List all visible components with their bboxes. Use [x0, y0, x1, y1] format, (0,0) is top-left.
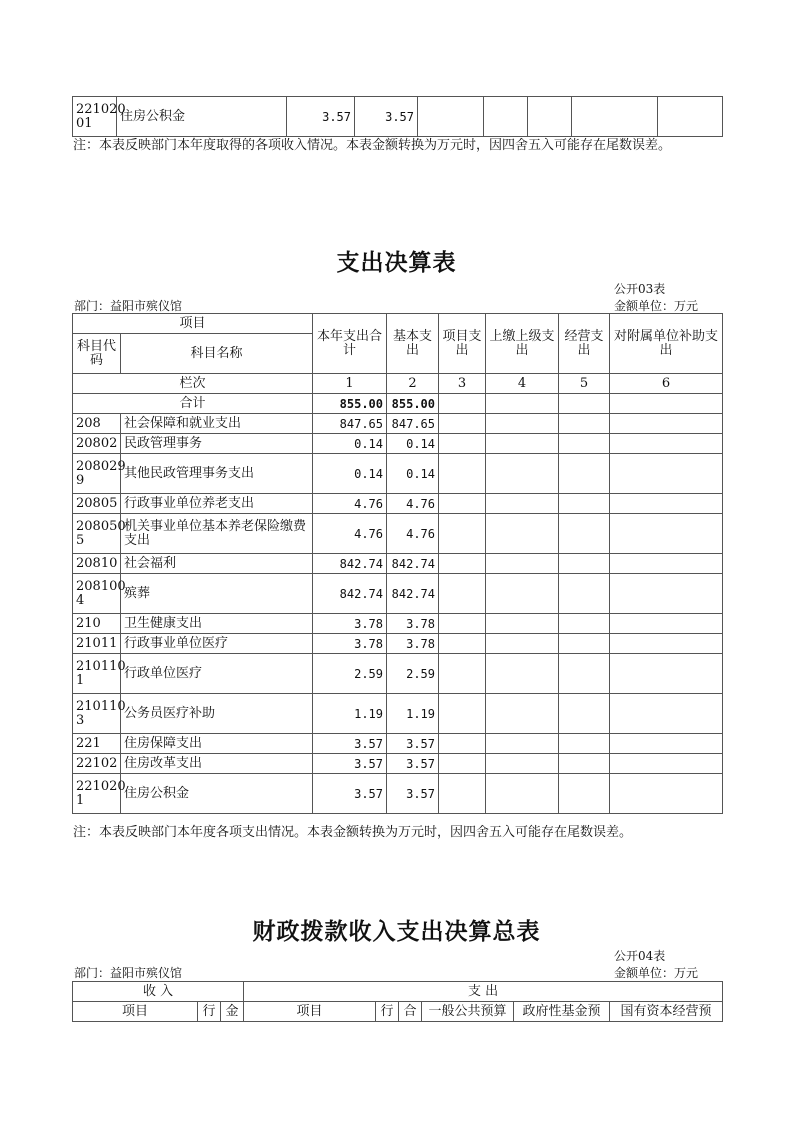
value-total: 4.76 [313, 514, 387, 554]
subject-name: 殡葬 [121, 574, 313, 614]
value-basic: 0.14 [387, 454, 439, 494]
value-total: 3.78 [313, 634, 387, 654]
empty-cell [610, 754, 723, 774]
empty-cell [610, 454, 723, 494]
subject-name: 社会福利 [121, 554, 313, 574]
header-subject-code: 科目代码 [73, 334, 121, 374]
subject-name: 住房公积金 [117, 97, 287, 137]
value-basic: 1.19 [387, 694, 439, 734]
value-total: 0.14 [313, 454, 387, 494]
table-row [73, 514, 723, 554]
empty-cell [439, 774, 486, 814]
table-code: 公开04表 [614, 949, 666, 963]
value-basic: 847.65 [387, 414, 439, 434]
value-basic: 0.14 [387, 434, 439, 454]
empty-cell [559, 754, 610, 774]
table-row [73, 97, 723, 137]
sum-label: 合计 [73, 394, 313, 414]
value-basic: 3.57 [387, 774, 439, 814]
header-upper: 上缴上级支出 [486, 314, 559, 374]
empty-cell [439, 654, 486, 694]
table-row [73, 694, 723, 734]
empty-cell [486, 574, 559, 614]
value-total: 4.76 [313, 494, 387, 514]
unit-label: 金额单位：万元 [614, 966, 699, 980]
empty-cell [559, 694, 610, 734]
fiscal-table [72, 981, 723, 1022]
value-basic: 842.74 [387, 574, 439, 614]
empty-cell [559, 654, 610, 694]
empty-cell [610, 554, 723, 574]
empty-cell [439, 554, 486, 574]
department-label: 部门：益阳市殡仪馆 [74, 299, 183, 313]
header-seq: 栏次 [73, 374, 313, 394]
subject-code: 22102 [73, 754, 121, 774]
table-row [73, 554, 723, 574]
subject-name: 公务员医疗补助 [121, 694, 313, 734]
empty-cell [610, 394, 723, 414]
empty-cell [486, 494, 559, 514]
subject-name: 住房改革支出 [121, 754, 313, 774]
empty-cell [610, 774, 723, 814]
subject-code: 210110 3 [73, 694, 121, 734]
col-header: 项目 [244, 1002, 376, 1022]
empty-cell [559, 614, 610, 634]
col-header: 金 [221, 1002, 244, 1022]
empty-cell [559, 574, 610, 614]
empty-cell [610, 414, 723, 434]
subject-name: 行政单位医疗 [121, 654, 313, 694]
table-row [73, 574, 723, 614]
subject-code: 20810 [73, 554, 121, 574]
subject-name: 住房保障支出 [121, 734, 313, 754]
header-project: 项目支出 [439, 314, 486, 374]
col-header: 行 [198, 1002, 221, 1022]
empty-cell [439, 694, 486, 734]
header-expense: 支 出 [244, 982, 723, 1002]
value-basic: 2.59 [387, 654, 439, 694]
subject-code: 221 [73, 734, 121, 754]
page-title-2: 财政拨款收入支出决算总表 [252, 918, 541, 945]
seq-num: 6 [610, 374, 723, 394]
empty-cell [610, 694, 723, 734]
empty-cell [486, 394, 559, 414]
value-basic: 3.57 [387, 734, 439, 754]
empty-cell [486, 514, 559, 554]
unit-label: 金额单位：万元 [614, 299, 699, 313]
subject-name: 行政事业单位养老支出 [121, 494, 313, 514]
subject-name: 民政管理事务 [121, 434, 313, 454]
empty-cell [484, 97, 528, 137]
value-total: 3.57 [313, 774, 387, 814]
table-row [73, 654, 723, 694]
col-header: 项目 [73, 1002, 198, 1022]
subject-code: 208029 9 [73, 454, 121, 494]
table-row [73, 774, 723, 814]
value-total: 842.74 [313, 554, 387, 574]
empty-cell [528, 97, 572, 137]
empty-cell [439, 634, 486, 654]
subject-code: 210 [73, 614, 121, 634]
table-row [73, 754, 723, 774]
subject-code: 20805 [73, 494, 121, 514]
empty-cell [439, 394, 486, 414]
table-row [73, 734, 723, 754]
empty-cell [439, 754, 486, 774]
subject-name: 卫生健康支出 [121, 614, 313, 634]
empty-cell [439, 614, 486, 634]
seq-num: 1 [313, 374, 387, 394]
subject-name: 社会保障和就业支出 [121, 414, 313, 434]
empty-cell [610, 614, 723, 634]
empty-cell [610, 734, 723, 754]
empty-cell [559, 414, 610, 434]
value-basic: 4.76 [387, 514, 439, 554]
department-label: 部门：益阳市殡仪馆 [74, 966, 183, 980]
empty-cell [572, 97, 658, 137]
empty-cell [486, 734, 559, 754]
empty-cell [610, 654, 723, 694]
value-total: 842.74 [313, 574, 387, 614]
empty-cell [486, 454, 559, 494]
seq-num: 2 [387, 374, 439, 394]
header-item: 项目 [73, 314, 313, 334]
value-basic: 3.78 [387, 614, 439, 634]
empty-cell [559, 454, 610, 494]
empty-cell [486, 434, 559, 454]
subject-name: 机关事业单位基本养老保险缴费支出 [121, 514, 313, 554]
value-total: 2.59 [313, 654, 387, 694]
table-row [73, 634, 723, 654]
col-header: 一般公共预算 [422, 1002, 514, 1022]
col-header: 行 [376, 1002, 399, 1022]
value-total: 3.57 [313, 754, 387, 774]
table-row [73, 434, 723, 454]
subject-name: 住房公积金 [121, 774, 313, 814]
empty-cell [439, 434, 486, 454]
subject-code: 208 [73, 414, 121, 434]
header-total: 本年支出合计 [313, 314, 387, 374]
sum-row [73, 394, 723, 414]
value-total: 3.78 [313, 614, 387, 634]
empty-cell [486, 694, 559, 734]
empty-cell [559, 434, 610, 454]
subject-code: 208100 4 [73, 574, 121, 614]
empty-cell [559, 634, 610, 654]
expense-table-note: 注：本表反映部门本年度各项支出情况。本表金额转换为万元时，因四舍五入可能存在尾数误差。 [73, 825, 633, 840]
empty-cell [486, 414, 559, 434]
value-basic: 4.76 [387, 494, 439, 514]
empty-cell [610, 434, 723, 454]
col-header: 国有资本经营预 [610, 1002, 723, 1022]
table-row [73, 454, 723, 494]
empty-cell [559, 734, 610, 754]
seq-num: 3 [439, 374, 486, 394]
value-cell: 3.57 [355, 97, 418, 137]
empty-cell [486, 654, 559, 694]
income-table-note: 注：本表反映部门本年度取得的各项收入情况。本表金额转换为万元时，因四舍五入可能存在尾数误差。 [73, 138, 672, 153]
empty-cell [559, 554, 610, 574]
empty-cell [610, 494, 723, 514]
seq-num: 5 [559, 374, 610, 394]
empty-cell [486, 774, 559, 814]
empty-cell [439, 494, 486, 514]
header-business: 经营支出 [559, 314, 610, 374]
header-subsidy: 对附属单位补助支出 [610, 314, 723, 374]
subject-code: 208050 5 [73, 514, 121, 554]
table-code: 公开03表 [614, 282, 666, 296]
subject-code: 221020 1 [73, 774, 121, 814]
subject-code: 20802 [73, 434, 121, 454]
empty-cell [439, 414, 486, 434]
subject-name: 其他民政管理事务支出 [121, 454, 313, 494]
empty-cell [439, 734, 486, 754]
empty-cell [610, 634, 723, 654]
value-total: 847.65 [313, 414, 387, 434]
value-basic: 3.57 [387, 754, 439, 774]
table-row [73, 494, 723, 514]
value-total: 0.14 [313, 434, 387, 454]
value-basic: 3.78 [387, 634, 439, 654]
value-total: 3.57 [313, 734, 387, 754]
empty-cell [559, 774, 610, 814]
header-subject-name: 科目名称 [121, 334, 313, 374]
income-table-fragment [72, 96, 723, 137]
empty-cell [418, 97, 484, 137]
sum-basic: 855.00 [387, 394, 439, 414]
empty-cell [439, 574, 486, 614]
empty-cell [559, 514, 610, 554]
seq-num: 4 [486, 374, 559, 394]
empty-cell [486, 554, 559, 574]
value-total: 1.19 [313, 694, 387, 734]
subject-code: 221020 01 [73, 97, 117, 137]
col-header: 政府性基金预 [514, 1002, 610, 1022]
empty-cell [486, 634, 559, 654]
table-row [73, 414, 723, 434]
col-header: 合 [399, 1002, 422, 1022]
value-basic: 842.74 [387, 554, 439, 574]
header-basic: 基本支出 [387, 314, 439, 374]
empty-cell [559, 394, 610, 414]
empty-cell [486, 754, 559, 774]
value-cell: 3.57 [287, 97, 355, 137]
page-title: 支出决算表 [336, 249, 457, 276]
empty-cell [559, 494, 610, 514]
empty-cell [610, 574, 723, 614]
subject-name: 行政事业单位医疗 [121, 634, 313, 654]
empty-cell [439, 514, 486, 554]
header-income: 收 入 [73, 982, 244, 1002]
empty-cell [610, 514, 723, 554]
sum-total: 855.00 [313, 394, 387, 414]
empty-cell [486, 614, 559, 634]
expense-table [72, 313, 723, 814]
empty-cell [658, 97, 723, 137]
subject-code: 210110 1 [73, 654, 121, 694]
table-row [73, 614, 723, 634]
subject-code: 21011 [73, 634, 121, 654]
empty-cell [439, 454, 486, 494]
